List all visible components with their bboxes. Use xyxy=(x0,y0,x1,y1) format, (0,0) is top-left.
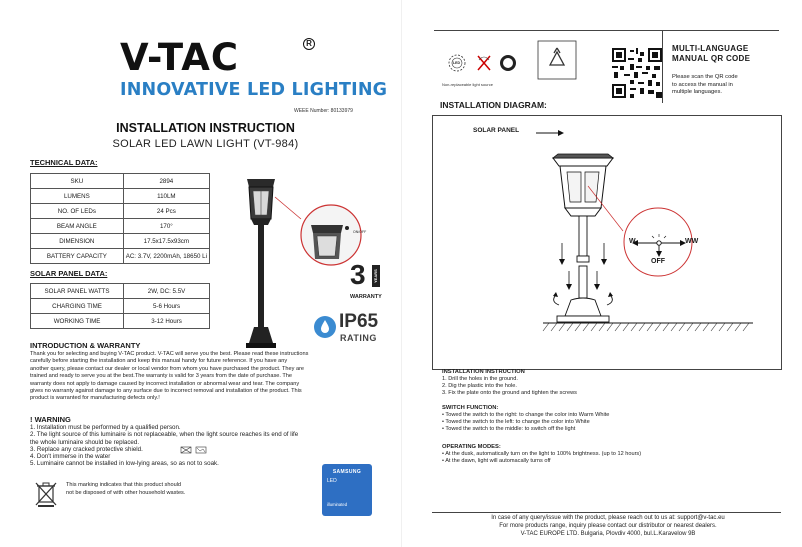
tech-spec-value: AC: 3.7V, 2200mAh, 18650 Li xyxy=(123,249,209,264)
footer-line: For more products range, inquiry please contact our distributor or nearest dealers. xyxy=(499,523,717,529)
warranty-years-number: 3 xyxy=(350,259,366,290)
recycle-icon xyxy=(537,40,577,80)
tech-spec-label: LUMENS xyxy=(31,189,124,204)
installation-step: 2. Dig the plastic into the hole. xyxy=(442,383,517,389)
installation-steps xyxy=(442,369,577,397)
footer-line: V-TAC EUROPE LTD. Bulgaria, Plovdiv 4000, bul.L.Karavelow 9B xyxy=(520,531,696,537)
intro-line: another query, please contact our dealer or local vendor from whom you have purchased the product. They are xyxy=(30,365,305,372)
operating-mode-item: • At the dawn, light will automacally turns off xyxy=(442,458,551,464)
lamp-pole xyxy=(258,225,264,327)
multi-language-heading xyxy=(672,44,750,64)
technical-data-table xyxy=(30,173,210,264)
installation-step: 1. Drill the holes in the ground. xyxy=(442,376,518,382)
warning-heading: ! WARNING xyxy=(30,415,71,424)
solar-spec-label: CHARGING TIME xyxy=(31,299,124,314)
water-drop-icon xyxy=(314,316,336,338)
solar-spec-label: SOLAR PANEL WATTS xyxy=(31,284,124,299)
brand-tagline: INNOVATIVE LED LIGHTING xyxy=(120,80,388,100)
warning-item: 1. Installation must be performed by a qualified person. xyxy=(30,424,181,431)
tech-spec-row xyxy=(31,249,210,264)
warning-item: the whole luminaire should be replaced. xyxy=(30,438,140,446)
tech-spec-label: DIMENSION xyxy=(31,234,124,249)
technical-data-heading: TECHNICAL DATA: xyxy=(30,158,98,167)
multi-language-text xyxy=(672,74,782,97)
multi-language-heading-line: MULTI-LANGUAGE xyxy=(672,44,749,53)
warranty-label: WARRANTY xyxy=(350,294,382,300)
ip-rating-label: RATING xyxy=(340,333,377,343)
intro-line: product is warranted for manufacturing defects only.! xyxy=(30,395,160,402)
solar-panel-label: SOLAR PANEL xyxy=(473,127,520,134)
page-fold-divider xyxy=(401,0,402,547)
tech-spec-row xyxy=(31,219,210,234)
cracked-shield-icon xyxy=(180,446,210,454)
warning-item: 4. Don't immerse in the water xyxy=(30,453,111,461)
page-title: INSTALLATION INSTRUCTION xyxy=(116,121,295,135)
brand-name: V-TAC xyxy=(120,36,240,79)
intro-line: carefully before starting the installation and keep this manual handy for future reference. If you have any xyxy=(30,358,288,365)
tech-spec-value: 2894 xyxy=(123,174,209,189)
solar-spec-value: 3-12 Hours xyxy=(124,314,210,329)
installation-diagram xyxy=(432,115,782,370)
operating-modes xyxy=(442,444,641,465)
operating-mode-item: • At the dusk, automatically turn on the light to 100% brightness. (up to 12 hours) xyxy=(442,451,642,457)
tech-spec-value: 24 Pcs xyxy=(123,204,209,219)
tech-spec-row xyxy=(31,174,210,189)
switch-w-label: W xyxy=(629,238,636,245)
warning-item: 3. Replace any cracked protective shield. xyxy=(30,445,143,453)
multi-language-text-line: Please scan the QR code xyxy=(672,74,738,80)
lamp-base xyxy=(249,327,273,343)
switch-function-heading: SWITCH FUNCTION: xyxy=(442,405,499,411)
switch-function-item: • Towed the switch to the middle: to switch off the light xyxy=(442,426,576,432)
weee-note xyxy=(66,482,266,498)
samsung-illuminated-text: illuminated xyxy=(327,502,348,507)
tech-spec-label: BATTERY CAPACITY xyxy=(31,249,124,264)
switch-function-item: • Towed the switch to the left: to change the color into White xyxy=(442,419,590,425)
switch-ww-label: WW xyxy=(685,238,699,245)
ip-code: IP65 xyxy=(339,311,379,332)
warning-list xyxy=(30,424,380,468)
weee-note-line: not be disposed of with other household wastes. xyxy=(66,489,186,496)
ip-rating-badge xyxy=(314,310,394,350)
footer-line: In case of any query/issue with the product, please reach out to us at: support@v-tac.eu xyxy=(491,515,725,521)
solar-spec-row xyxy=(31,299,210,314)
registered-mark: R xyxy=(303,38,315,50)
multi-language-heading-line: MANUAL QR CODE xyxy=(672,54,751,63)
led-icon-text: LED xyxy=(453,61,460,65)
operating-modes-heading: OPERATING MODES: xyxy=(442,444,501,450)
installation-diagram-heading: INSTALLATION DIAGRAM: xyxy=(440,100,547,110)
tech-spec-label: SKU xyxy=(31,174,124,189)
weee-note-line: This marking indicates that this product should xyxy=(66,482,182,488)
switch-function xyxy=(442,405,609,433)
tech-spec-value: 17.5x17.5x93cm xyxy=(123,234,209,249)
solar-spec-label: WORKING TIME xyxy=(31,314,124,329)
installation-step: 3. Fix the plate onto the ground and tighten the screws xyxy=(442,390,577,396)
tech-spec-value: 170° xyxy=(123,219,209,234)
multi-language-text-line: multiple languages. xyxy=(672,89,722,96)
solar-spec-value: 2W, DC: 5.5V xyxy=(124,284,210,299)
warning-item: 2. The light source of this luminaire is not replaceable, when the light source reaches its end of life xyxy=(30,431,299,439)
lamp-solar-cap xyxy=(247,179,275,187)
intro-line: Thank you for selecting and buying V-TAC product. V-TAC will serve you the best. Please read these instructions xyxy=(30,351,309,357)
samsung-led-badge xyxy=(322,464,372,516)
warranty-years-word: YEARS xyxy=(373,269,378,283)
intro-line: warranty does not apply to damage caused by incorrect installation or abnormal wear and tear. The company xyxy=(30,380,300,387)
warranty-badge xyxy=(350,259,390,305)
switch-off-label: OFF xyxy=(651,258,665,265)
samsung-brand: SAMSUNG xyxy=(332,469,362,475)
right-column xyxy=(432,30,782,545)
tech-spec-row xyxy=(31,234,210,249)
solar-spec-row xyxy=(31,314,210,329)
warning-item: 5. Luminaire cannot be installed in low-lying areas, so as not to soak. xyxy=(30,460,219,468)
weee-number: WEEE Number: 80133979 xyxy=(294,108,353,114)
non-replaceable-note: Non-replaceable light source xyxy=(442,82,493,87)
page-subtitle: SOLAR LED LAWN LIGHT (VT-984) xyxy=(112,138,299,150)
switch-function-item: • Towed the switch to the right: to change the color into Warm White xyxy=(442,412,610,418)
intro-line: gives no warranty against damage to any surface due to incorrect removal and installation of the product. This xyxy=(30,388,302,395)
switch-label: ON/OFF xyxy=(353,230,367,234)
intro-line: trained and ready to serve you at the best.The warranty is valid for 3 years from the date of purchase. The xyxy=(30,373,293,380)
samsung-led-text: LED xyxy=(327,478,337,484)
tech-spec-label: BEAM ANGLE xyxy=(31,219,124,234)
crossed-bin-icon xyxy=(34,480,58,508)
installation-steps-heading: INSTALLATION INSTRUCTION xyxy=(442,369,525,375)
tech-spec-label: NO. OF LEDs xyxy=(31,204,124,219)
footer-contact xyxy=(443,514,773,538)
solar-spec-value: 5-6 Hours xyxy=(124,299,210,314)
qr-code-icon[interactable] xyxy=(612,48,662,98)
installation-diagram-svg xyxy=(433,116,783,371)
intro-heading: INTRODUCTION & WARRANTY xyxy=(30,341,141,350)
solar-spec-row xyxy=(31,284,210,299)
solar-panel-table xyxy=(30,283,210,329)
tech-spec-row xyxy=(31,189,210,204)
tech-spec-value: 110LM xyxy=(123,189,209,204)
warning-item-shield xyxy=(30,446,380,453)
intro-paragraph xyxy=(30,351,385,403)
solar-panel-heading: SOLAR PANEL DATA: xyxy=(30,269,108,278)
tech-spec-row xyxy=(31,204,210,219)
multi-language-text-line: to access the manual in xyxy=(672,81,733,88)
